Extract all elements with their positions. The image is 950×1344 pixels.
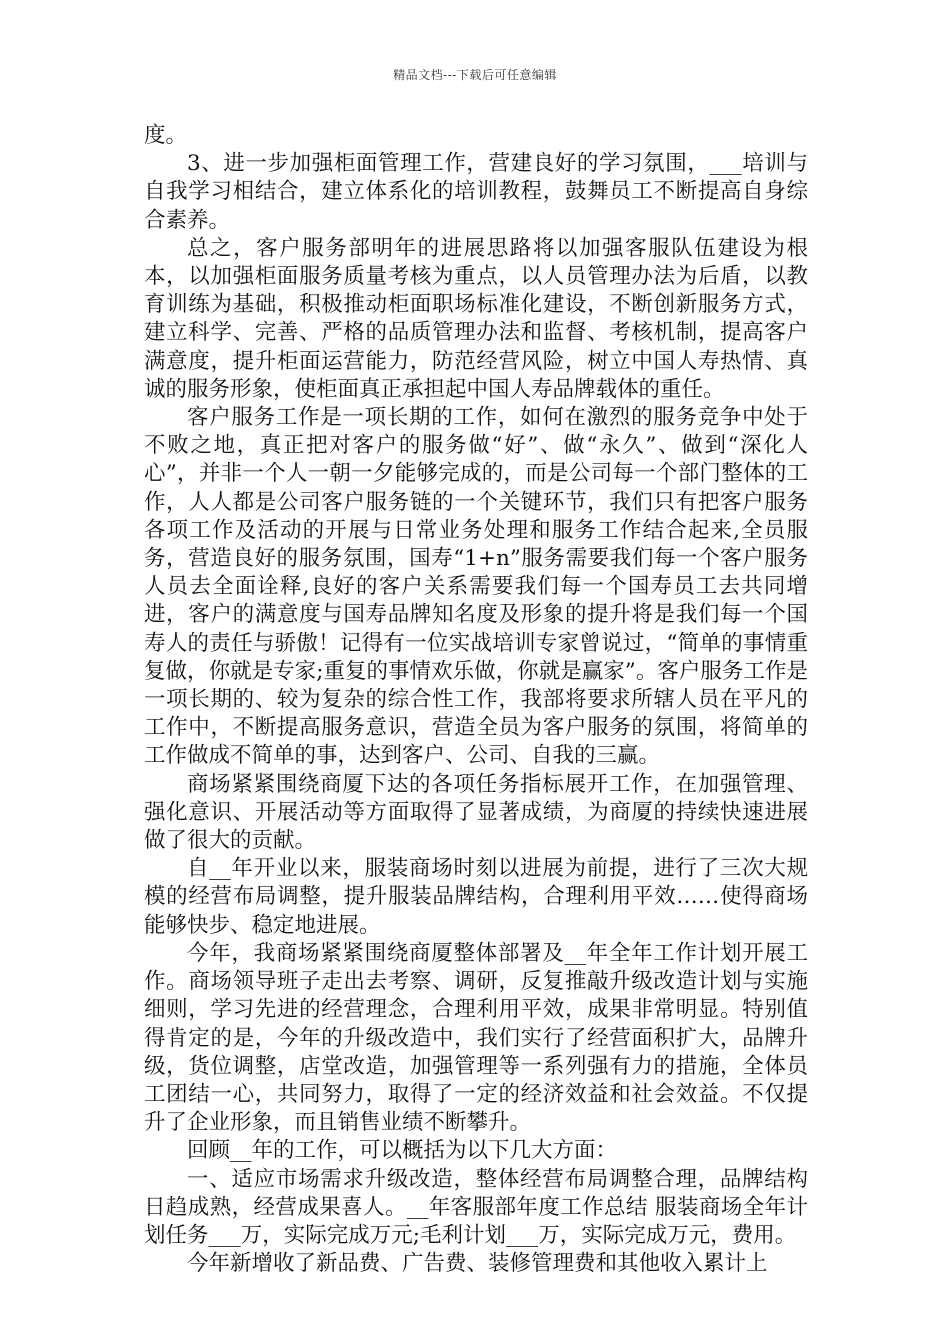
paragraph: 3、进一步加强柜面管理工作，营建良好的学习氛围，___培训与自我学习相结合，建立体系化的培训教程，鼓舞员工不断提高自身综合素养。 [144, 151, 808, 233]
document-body [144, 122, 808, 1278]
paragraph: 一、适应市场需求升级改造，整体经营布局调整合理，品牌结构日趋成熟，经营成果喜人。__年客服部年度工作总结 服装商场全年计划任务___万，实际完成万元;毛利计划___万，实际完成万元，费用。 [144, 1166, 808, 1248]
paragraph: 今年，我商场紧紧围绕商厦整体部署及__年全年工作计划开展工作。商场领导班子走出去考察、调研，反复推敲升级改造计划与实施细则，学习先进的经营理念，合理利用平效，成果非常明显。特别值得肯定的是，今年的升级改造中，我们实行了经营面积扩大，品牌升级，货位调整，店堂改造，加强管理等一系列强有力的措施，全体员工团结一心，共同努力，取得了一定的经济效益和社会效益。不仅提升了企业形象，而且销售业绩不断攀升。 [144, 940, 808, 1136]
paragraph: 商场紧紧围绕商厦下达的各项任务指标展开工作，在加强管理、强化意识、开展活动等方面取得了显著成绩，为商厦的持续快速进展做了很大的贡献。 [144, 771, 808, 854]
paragraph: 客户服务工作是一项长期的工作，如何在激烈的服务竞争中处于不败之地，真正把对客户的服务做“好”、做“永久”、做到“深化人心”，并非一个人一朝一夕能够完成的，而是公司每一个部门整体的工作，人人都是公司客户服务链的一个关键环节，我们只有把客户服务各项工作及活动的开展与日常业务处理和服务工作结合起来,全员服务，营造良好的服务氛围，国寿“1+n”服务需要我们每一个客户服务人员去全面诠释,良好的客户关系需要我们每一个国寿员工去共同增进，客户的满意度与国寿品牌知名度及形象的提升将是我们每一个国寿人的责任与骄傲！记得有一位实战培训专家曾说过，“简单的事情重复做，你就是专家;重复的事情欢乐做，你就是赢家”。客户服务工作是一项长期的、较为复杂的综合性工作，我部将要求所辖人员在平凡的工作中，不断提高服务意识，营造全员为客户服务的氛围，将简单的工作做成不简单的事，达到客户、公司、自我的三赢。 [144, 405, 808, 769]
paragraph: 自__年开业以来，服装商场时刻以进展为前提，进行了三次大规模的经营布局调整，提升服装品牌结构，合理利用平效……使得商场能够快步、稳定地进展。 [144, 856, 808, 938]
paragraph: 度。 [144, 123, 188, 148]
page-header: 精品文档---下载后可任意编辑 [393, 68, 557, 82]
paragraph: 今年新增收了新品费、广告费、装修管理费和其他收入累计上 [187, 1251, 768, 1277]
paragraph: 总之，客户服务部明年的进展思路将以加强客服队伍建设为根本，以加强柜面服务质量考核为重点，以人员管理办法为后盾，以教育训练为基础，积极推动柜面职场标准化建设，不断创新服务方式，建立科学、完善、严格的品质管理办法和监督、考核机制，提高客户满意度，提升柜面运营能力，防范经营风险，树立中国人寿热情、真诚的服务形象，使柜面真正承担起中国人寿品牌载体的重任。 [144, 235, 808, 402]
paragraph: 回顾__年的工作，可以概括为以下几大方面： [187, 1138, 618, 1164]
